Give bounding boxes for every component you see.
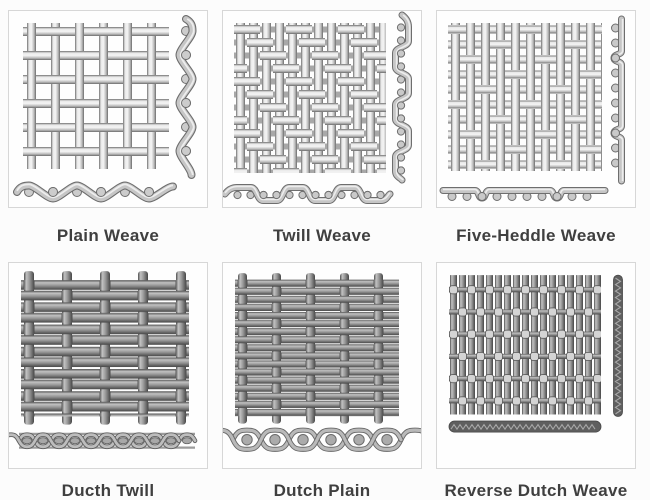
twill-weave-cross-section-right: [396, 15, 410, 180]
weave-card-twill-weave: [222, 10, 422, 262]
five-heddle-weave-diagram: [437, 11, 635, 207]
weave-card-plain-weave: [8, 10, 208, 262]
five-heddle-weave-mesh: [448, 23, 602, 171]
five-heddle-weave-illustration: [436, 10, 636, 208]
reverse-dutch-weave-illustration: [436, 262, 636, 469]
reverse-dutch-cross-section-bottom: [449, 421, 601, 432]
dutch-plain-diagram: [223, 263, 421, 468]
plain-weave-cross-section-right: [180, 19, 194, 175]
twill-weave-illustration: [222, 10, 422, 208]
five-heddle-cross-section-bottom: [443, 189, 605, 200]
reverse-dutch-weave-diagram: [437, 263, 635, 468]
twill-weave-label: Twill Weave: [272, 226, 372, 245]
weave-card-dutch-twill: [8, 262, 208, 500]
weave-card-reverse-dutch-weave: [436, 262, 636, 500]
twill-weave-diagram: [223, 11, 421, 207]
twill-weave-cross-section-bottom: [225, 186, 390, 200]
plain-weave-cross-section-bottom: [17, 184, 173, 198]
plain-weave-mesh: [23, 23, 169, 169]
reverse-dutch-cross-section-right: [614, 275, 623, 416]
weave-card-dutch-plain: [222, 262, 422, 500]
dutch-twill-mesh: [21, 279, 189, 416]
five-heddle-cross-section-right: [612, 19, 623, 181]
dutch-twill-cross-section-bottom: [9, 434, 195, 448]
weave-grid: [8, 10, 650, 500]
plain-weave-label: Plain Weave: [56, 226, 160, 245]
weave-card-five-heddle-weave: [436, 10, 636, 262]
dutch-twill-label: Ducth Twill: [61, 481, 155, 500]
dutch-plain-label: Dutch Plain: [273, 481, 371, 500]
plain-weave-diagram: [9, 11, 207, 207]
dutch-twill-illustration: [8, 262, 208, 469]
reverse-dutch-mesh: [449, 275, 601, 414]
dutch-plain-mesh: [235, 279, 399, 416]
twill-weave-mesh: [234, 23, 386, 173]
dutch-plain-cross-section-bottom: [223, 430, 421, 449]
plain-weave-illustration: [8, 10, 208, 208]
dutch-twill-diagram: [9, 263, 207, 468]
reverse-dutch-weave-label: Reverse Dutch Weave: [444, 481, 628, 500]
five-heddle-weave-label: Five-Heddle Weave: [456, 226, 616, 245]
dutch-plain-illustration: [222, 262, 422, 469]
